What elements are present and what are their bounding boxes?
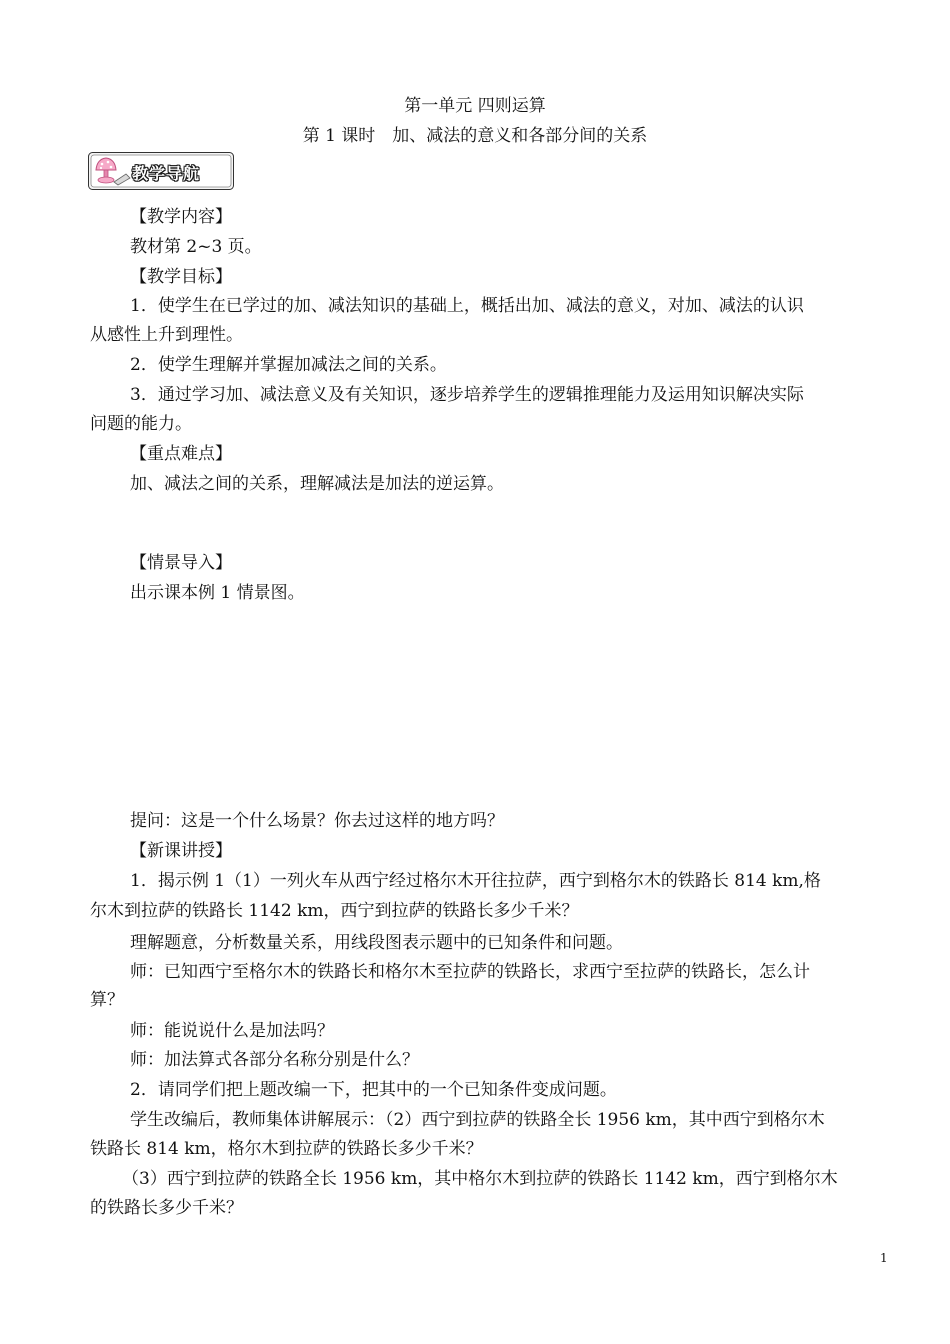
new-lesson-heading: 【新课讲授】: [130, 841, 232, 861]
paragraph-7-line-2: 铁路长 814 km，格尔木到拉萨的铁路长多少千米？: [90, 1139, 483, 1159]
goal-3-line-1: 3．通过学习加、减法意义及有关知识，逐步培养学生的逻辑推理能力及运用知识解决实际: [130, 385, 804, 405]
goal-3-line-2: 问题的能力。: [90, 414, 192, 434]
page-number: 1: [880, 1251, 888, 1265]
paragraph-8-line-2: 的铁路长多少千米？: [90, 1198, 243, 1218]
content-heading: 【教学内容】: [130, 207, 232, 227]
key-text: 加、减法之间的关系，理解减法是加法的逆运算。: [130, 474, 504, 494]
goal-2: 2．使学生理解并掌握加减法之间的关系。: [130, 355, 447, 375]
unit-title: 第一单元 四则运算: [404, 96, 546, 116]
key-heading: 【重点难点】: [130, 444, 232, 464]
paragraph-3-line-1: 师：已知西宁至格尔木的铁路长和格尔木至拉萨的铁路长，求西宁至拉萨的铁路长，怎么计: [130, 962, 810, 982]
goal-1-line-2: 从感性上升到理性。: [90, 325, 243, 345]
goal-1-line-1: 1．使学生在已学过的加、减法知识的基础上，概括出加、减法的意义，对加、减法的认识: [130, 296, 804, 316]
paragraph-5: 师：加法算式各部分名称分别是什么？: [130, 1050, 419, 1070]
paragraph-2: 理解题意，分析数量关系，用线段图表示题中的已知条件和问题。: [130, 933, 623, 953]
paragraph-3-line-2: 算？: [90, 990, 124, 1010]
paragraph-6: 2．请同学们把上题改编一下，把其中的一个已知条件变成问题。: [130, 1080, 617, 1100]
paragraph-1-line-2: 尔木到拉萨的铁路长 1142 km，西宁到拉萨的铁路长多少千米？: [90, 901, 579, 921]
banner-label: 教学导航: [132, 164, 201, 183]
question-text: 提问：这是一个什么场景？你去过这样的地方吗？: [130, 811, 504, 831]
paragraph-4: 师：能说说什么是加法吗？: [130, 1021, 334, 1041]
intro-text: 出示课本例 1 情景图。: [130, 583, 305, 603]
goals-heading: 【教学目标】: [130, 267, 232, 287]
paragraph-1-line-1: 1．揭示例 1（1）一列火车从西宁经过格尔木开往拉萨，西宁到格尔木的铁路长 814 km,格: [130, 871, 821, 891]
lesson-title: 第 1 课时 加、减法的意义和各部分间的关系: [302, 126, 648, 146]
teaching-guide-banner: [88, 152, 234, 190]
paragraph-7-line-1: 学生改编后，教师集体讲解展示：（2）西宁到拉萨的铁路全长 1956 km，其中西宁到格尔木: [130, 1110, 825, 1130]
paragraph-8-line-1: （3）西宁到拉萨的铁路全长 1956 km，其中格尔木到拉萨的铁路长 1142 km，西宁到格尔木: [122, 1169, 838, 1189]
intro-heading: 【情景导入】: [130, 553, 232, 573]
content-text: 教材第 2~3 页。: [130, 237, 262, 257]
